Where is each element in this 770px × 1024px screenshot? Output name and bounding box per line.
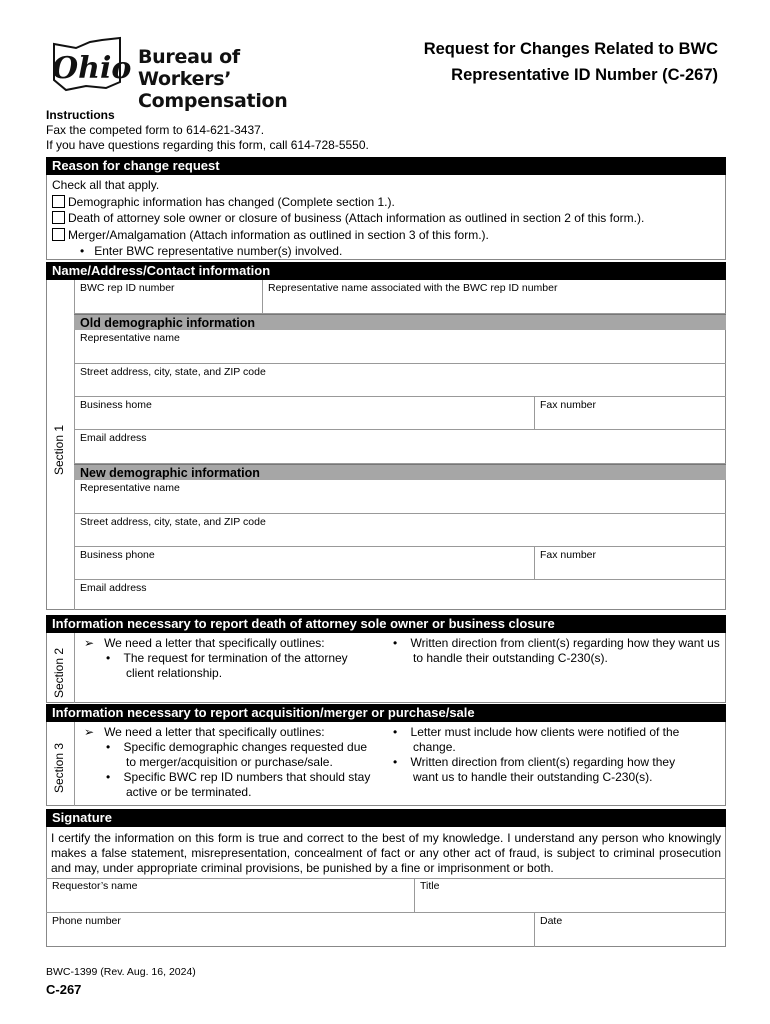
new-fax-field[interactable]: Fax number: [534, 547, 726, 580]
reason-option-demographic[interactable]: Demographic information has changed (Complete section 1.).: [52, 194, 725, 211]
reason-option-merger[interactable]: Merger/Amalgamation (Attach information as outlined in section 3 of this form.).: [52, 227, 725, 244]
new-email-field[interactable]: Email address: [80, 582, 147, 594]
reason-bar: Reason for change request: [46, 157, 726, 175]
date-field[interactable]: Date: [540, 915, 563, 927]
section1-label: Section 1: [52, 424, 66, 475]
reason-box: [46, 175, 726, 260]
certification-text: I certify the information on this form is true and correct to the best of my knowledge. I understand any person who knowingly makes a false statement, misrepresentation, concealment of fact or any other act of fraud, is subject to criminal prosecution and may, under appropriate criminal provisions, be punished by a fine or imprisonment or both.: [51, 831, 721, 875]
bwc-logo: [46, 36, 336, 112]
instructions-fax: Fax the competed form to 614-621-3437.: [46, 123, 265, 137]
old-street-field[interactable]: Street address, city, state, and ZIP code: [74, 364, 726, 397]
section2-label: Section 2: [52, 647, 66, 698]
checkbox-merger[interactable]: [52, 228, 65, 241]
section2-left: ➢ We need a letter that specifically outlines: • The request for termination of the attorney client relationship.: [84, 636, 348, 680]
old-demographic-heading: Old demographic information: [74, 314, 726, 330]
org-name-line1: Bureau of Workers’: [138, 46, 240, 90]
section1-bar: Name/Address/Contact information: [46, 262, 726, 280]
reason-bullet: • Enter BWC representative number(s) involved.: [80, 244, 343, 258]
reason-option-death[interactable]: Death of attorney sole owner or closure of business (Attach information as outlined in section 2 of this form.).: [52, 210, 725, 227]
phone-number-field[interactable]: Phone number: [52, 915, 121, 927]
new-business-phone-field[interactable]: Business phone: [74, 547, 534, 580]
section3-right: • Letter must include how clients were notified of the change. • Written direction from client(s) regarding how they want us to handle their outstanding C-230(s).: [393, 725, 680, 784]
form-revision: BWC-1399 (Rev. Aug. 16, 2024): [46, 966, 196, 978]
instructions: [46, 108, 369, 153]
old-email-field[interactable]: Email address: [74, 430, 726, 464]
checkbox-death[interactable]: [52, 211, 65, 224]
new-rep-name-field[interactable]: Representative name: [74, 480, 726, 514]
title-field[interactable]: Title: [414, 878, 726, 913]
reason-intro: Check all that apply.: [52, 178, 160, 192]
old-rep-name-field[interactable]: Representative name: [74, 330, 726, 364]
checkbox-demographic[interactable]: [52, 195, 65, 208]
form-title: Request for Changes Related to BWC Representative ID Number (C-267): [423, 40, 718, 84]
signature-bar: Signature: [46, 809, 726, 827]
org-name-line2: Compensation: [138, 90, 288, 112]
instructions-heading: Instructions: [46, 108, 115, 122]
form-code: C-267: [46, 982, 82, 997]
section3-bar: Information necessary to report acquisition/merger or purchase/sale: [46, 704, 726, 722]
new-street-field[interactable]: Street address, city, state, and ZIP code: [74, 514, 726, 547]
svg-text:Ohio: Ohio: [52, 51, 132, 86]
old-fax-field[interactable]: Fax number: [534, 397, 726, 430]
new-demographic-heading: New demographic information: [74, 464, 726, 480]
ohio-logo-icon: [46, 36, 138, 94]
rep-id-field[interactable]: BWC rep ID number: [74, 280, 262, 314]
section3-label: Section 3: [52, 742, 66, 793]
instructions-phone: If you have questions regarding this form, call 614-728-5550.: [46, 138, 369, 152]
section3-left: ➢ We need a letter that specifically outlines: • Specific demographic changes requested due to merger/acquisition or purchase/sale. • Specific BWC rep ID numbers that should stay active or be terminated.: [84, 725, 371, 799]
rep-name-assoc-field[interactable]: Representative name associated with the BWC rep ID number: [262, 280, 726, 314]
requestor-name-field[interactable]: Requestor’s name: [46, 878, 414, 913]
section2-right: • Written direction from client(s) regarding how they want us to handle their outstanding C-230(s).: [393, 636, 720, 665]
section2-bar: Information necessary to report death of attorney sole owner or business closure: [46, 615, 726, 633]
old-business-home-field[interactable]: Business home: [74, 397, 534, 430]
